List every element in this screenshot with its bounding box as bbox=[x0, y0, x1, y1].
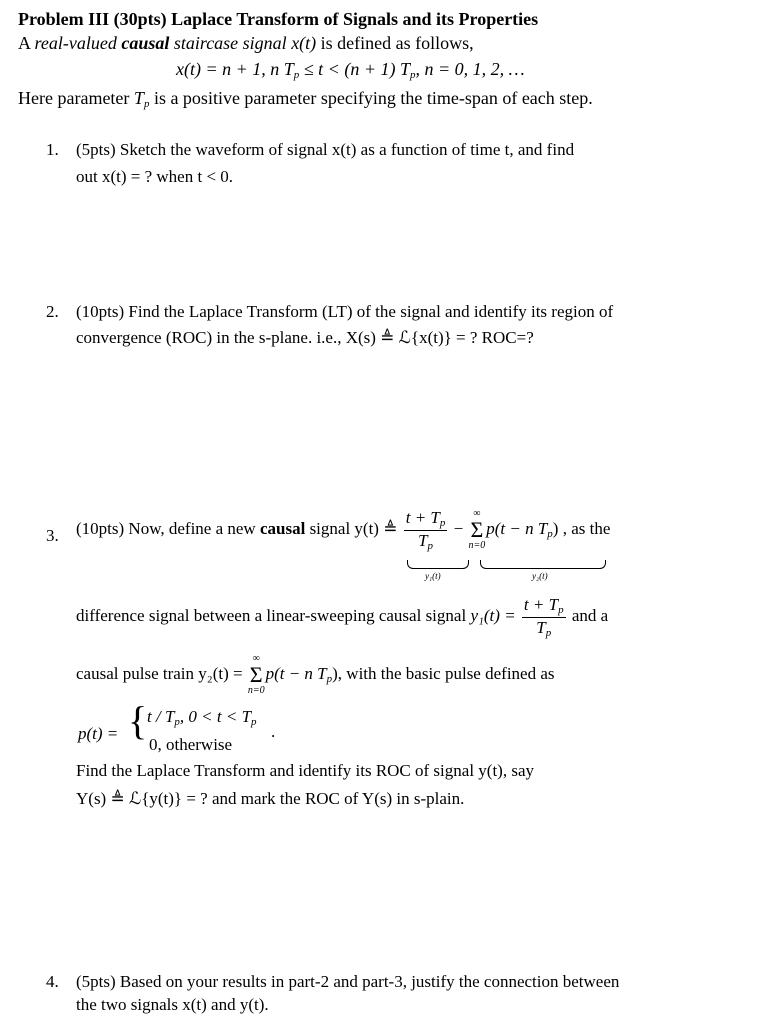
y2-brace-label: y₂(t) bbox=[532, 571, 548, 581]
y1-fraction-2 bbox=[522, 595, 566, 639]
q1-line2: out x(t) = ? when t < 0. bbox=[76, 167, 234, 186]
pulse-case1 bbox=[147, 707, 257, 729]
pulse-case1-sub2: p bbox=[251, 716, 257, 728]
q3-sum-2 bbox=[248, 654, 265, 696]
q3-number: 3. bbox=[46, 526, 59, 545]
q3-line2-a: difference signal between a linear-sweeping causal signal bbox=[76, 606, 467, 625]
q4-line1: (5pts) Based on your results in part-2 and part-3, justify the connection between bbox=[76, 972, 620, 991]
q3-tail: , as the bbox=[562, 519, 611, 538]
q3-line6: Y(s) ≜ ℒ{y(t)} = ? and mark the ROC of Y(s) in s-plain. bbox=[76, 789, 465, 808]
q2-line1: (10pts) Find the Laplace Transform (LT) of the signal and identify its region of bbox=[76, 302, 614, 321]
q3-sum-top: ∞ bbox=[473, 508, 481, 520]
def-eq-end: , n = 0, 1, 2, … bbox=[415, 59, 525, 79]
pulse-case1-b: , 0 < t < T bbox=[179, 707, 252, 726]
y1-fraction bbox=[404, 508, 448, 552]
pulse-case1-sub: p bbox=[174, 716, 180, 728]
intro-line bbox=[18, 33, 474, 55]
intro-causal: causal bbox=[121, 33, 170, 53]
q3-lead-b: signal y(t) ≜ bbox=[309, 519, 398, 538]
y1b-num: t + T bbox=[523, 594, 559, 614]
q3-sum-bot: n=0 bbox=[468, 540, 486, 552]
q3-line3-a: causal pulse train y₂(t) = bbox=[76, 664, 243, 683]
q2-number: 2. bbox=[46, 302, 59, 321]
param-sub: p bbox=[143, 98, 150, 110]
left-brace-icon: { bbox=[128, 698, 148, 743]
sigma-icon: Σ bbox=[470, 517, 484, 543]
y1-num: t + T bbox=[405, 507, 440, 527]
q3-lead bbox=[76, 507, 610, 551]
y1-underbrace bbox=[407, 560, 469, 569]
y1-den: T bbox=[418, 530, 428, 550]
intro-real: real-valued bbox=[34, 33, 117, 53]
q3-sum2-top: ∞ bbox=[252, 653, 260, 665]
def-eq-a: x(t) = n + 1, n T bbox=[176, 59, 294, 79]
definition-equation bbox=[176, 59, 525, 82]
intro-text-b: staircase signal bbox=[173, 33, 287, 53]
q3-line2 bbox=[76, 594, 608, 638]
q3-line3-term: p(t − n T bbox=[265, 664, 327, 683]
q3-line5: Find the Laplace Transform and identify its ROC of signal y(t), say bbox=[76, 761, 534, 780]
def-eq-mid: ≤ t < (n + 1) T bbox=[299, 59, 410, 79]
intro-x-of-t: x(t) bbox=[291, 33, 317, 53]
intro-text-a: A bbox=[18, 33, 31, 53]
q3-sum2-bot: n=0 bbox=[247, 685, 265, 697]
param-text-a: Here parameter bbox=[18, 88, 130, 108]
param-T: T bbox=[133, 88, 144, 108]
y1-num-sub: p bbox=[439, 516, 446, 529]
q3-sum-term-sub: p bbox=[547, 528, 553, 540]
pulse-case2: 0, otherwise bbox=[149, 735, 233, 754]
intro-text-d: is defined as follows, bbox=[320, 33, 474, 53]
q3-line3-term-end: ), with the basic pulse defined as bbox=[332, 664, 555, 683]
q3-line3 bbox=[76, 652, 555, 696]
y1b-num-sub: p bbox=[558, 603, 564, 616]
q1-number: 1. bbox=[46, 140, 59, 159]
q3-lead-a: (10pts) Now, define a new bbox=[76, 519, 256, 538]
q4-line2: the two signals x(t) and y(t). bbox=[76, 995, 269, 1014]
q3-sum bbox=[468, 509, 485, 551]
y1b-den-sub: p bbox=[545, 626, 552, 639]
y1-brace-label: y₁(t) bbox=[425, 571, 441, 581]
param-text-b: is a positive parameter specifying the time-span of each step. bbox=[153, 88, 593, 108]
pulse-lhs: p(t) = bbox=[78, 724, 119, 743]
q3-minus: − bbox=[453, 519, 464, 538]
y2-underbrace bbox=[480, 560, 606, 569]
sigma-icon: Σ bbox=[249, 662, 263, 688]
def-sub-2: p bbox=[409, 69, 416, 81]
q3-line2-tail: and a bbox=[571, 606, 609, 625]
def-sub-1: p bbox=[293, 69, 300, 81]
y1b-den: T bbox=[536, 617, 546, 637]
q3-sum-term-end: ) bbox=[552, 519, 559, 538]
q2-line2: convergence (ROC) in the s-plane. i.e., X(s) ≜ ℒ{x(t)} = ? ROC=? bbox=[76, 328, 534, 347]
pulse-period: . bbox=[271, 722, 276, 741]
pulse-case1-a: t / T bbox=[147, 707, 175, 726]
q4-number: 4. bbox=[46, 972, 59, 991]
parameter-line bbox=[18, 88, 593, 111]
problem-title: Problem III (30pts) Laplace Transform of Signals and its Properties bbox=[18, 9, 539, 29]
q3-line3-term-sub: p bbox=[326, 673, 333, 685]
q3-lead-causal: causal bbox=[259, 519, 306, 538]
q3-line2-b: y₁(t) = bbox=[470, 606, 516, 625]
y1-den-sub: p bbox=[427, 539, 434, 552]
q3-sum-term: p(t − n T bbox=[486, 519, 548, 538]
q1-line1: (5pts) Sketch the waveform of signal x(t) as a function of time t, and find bbox=[76, 140, 575, 159]
